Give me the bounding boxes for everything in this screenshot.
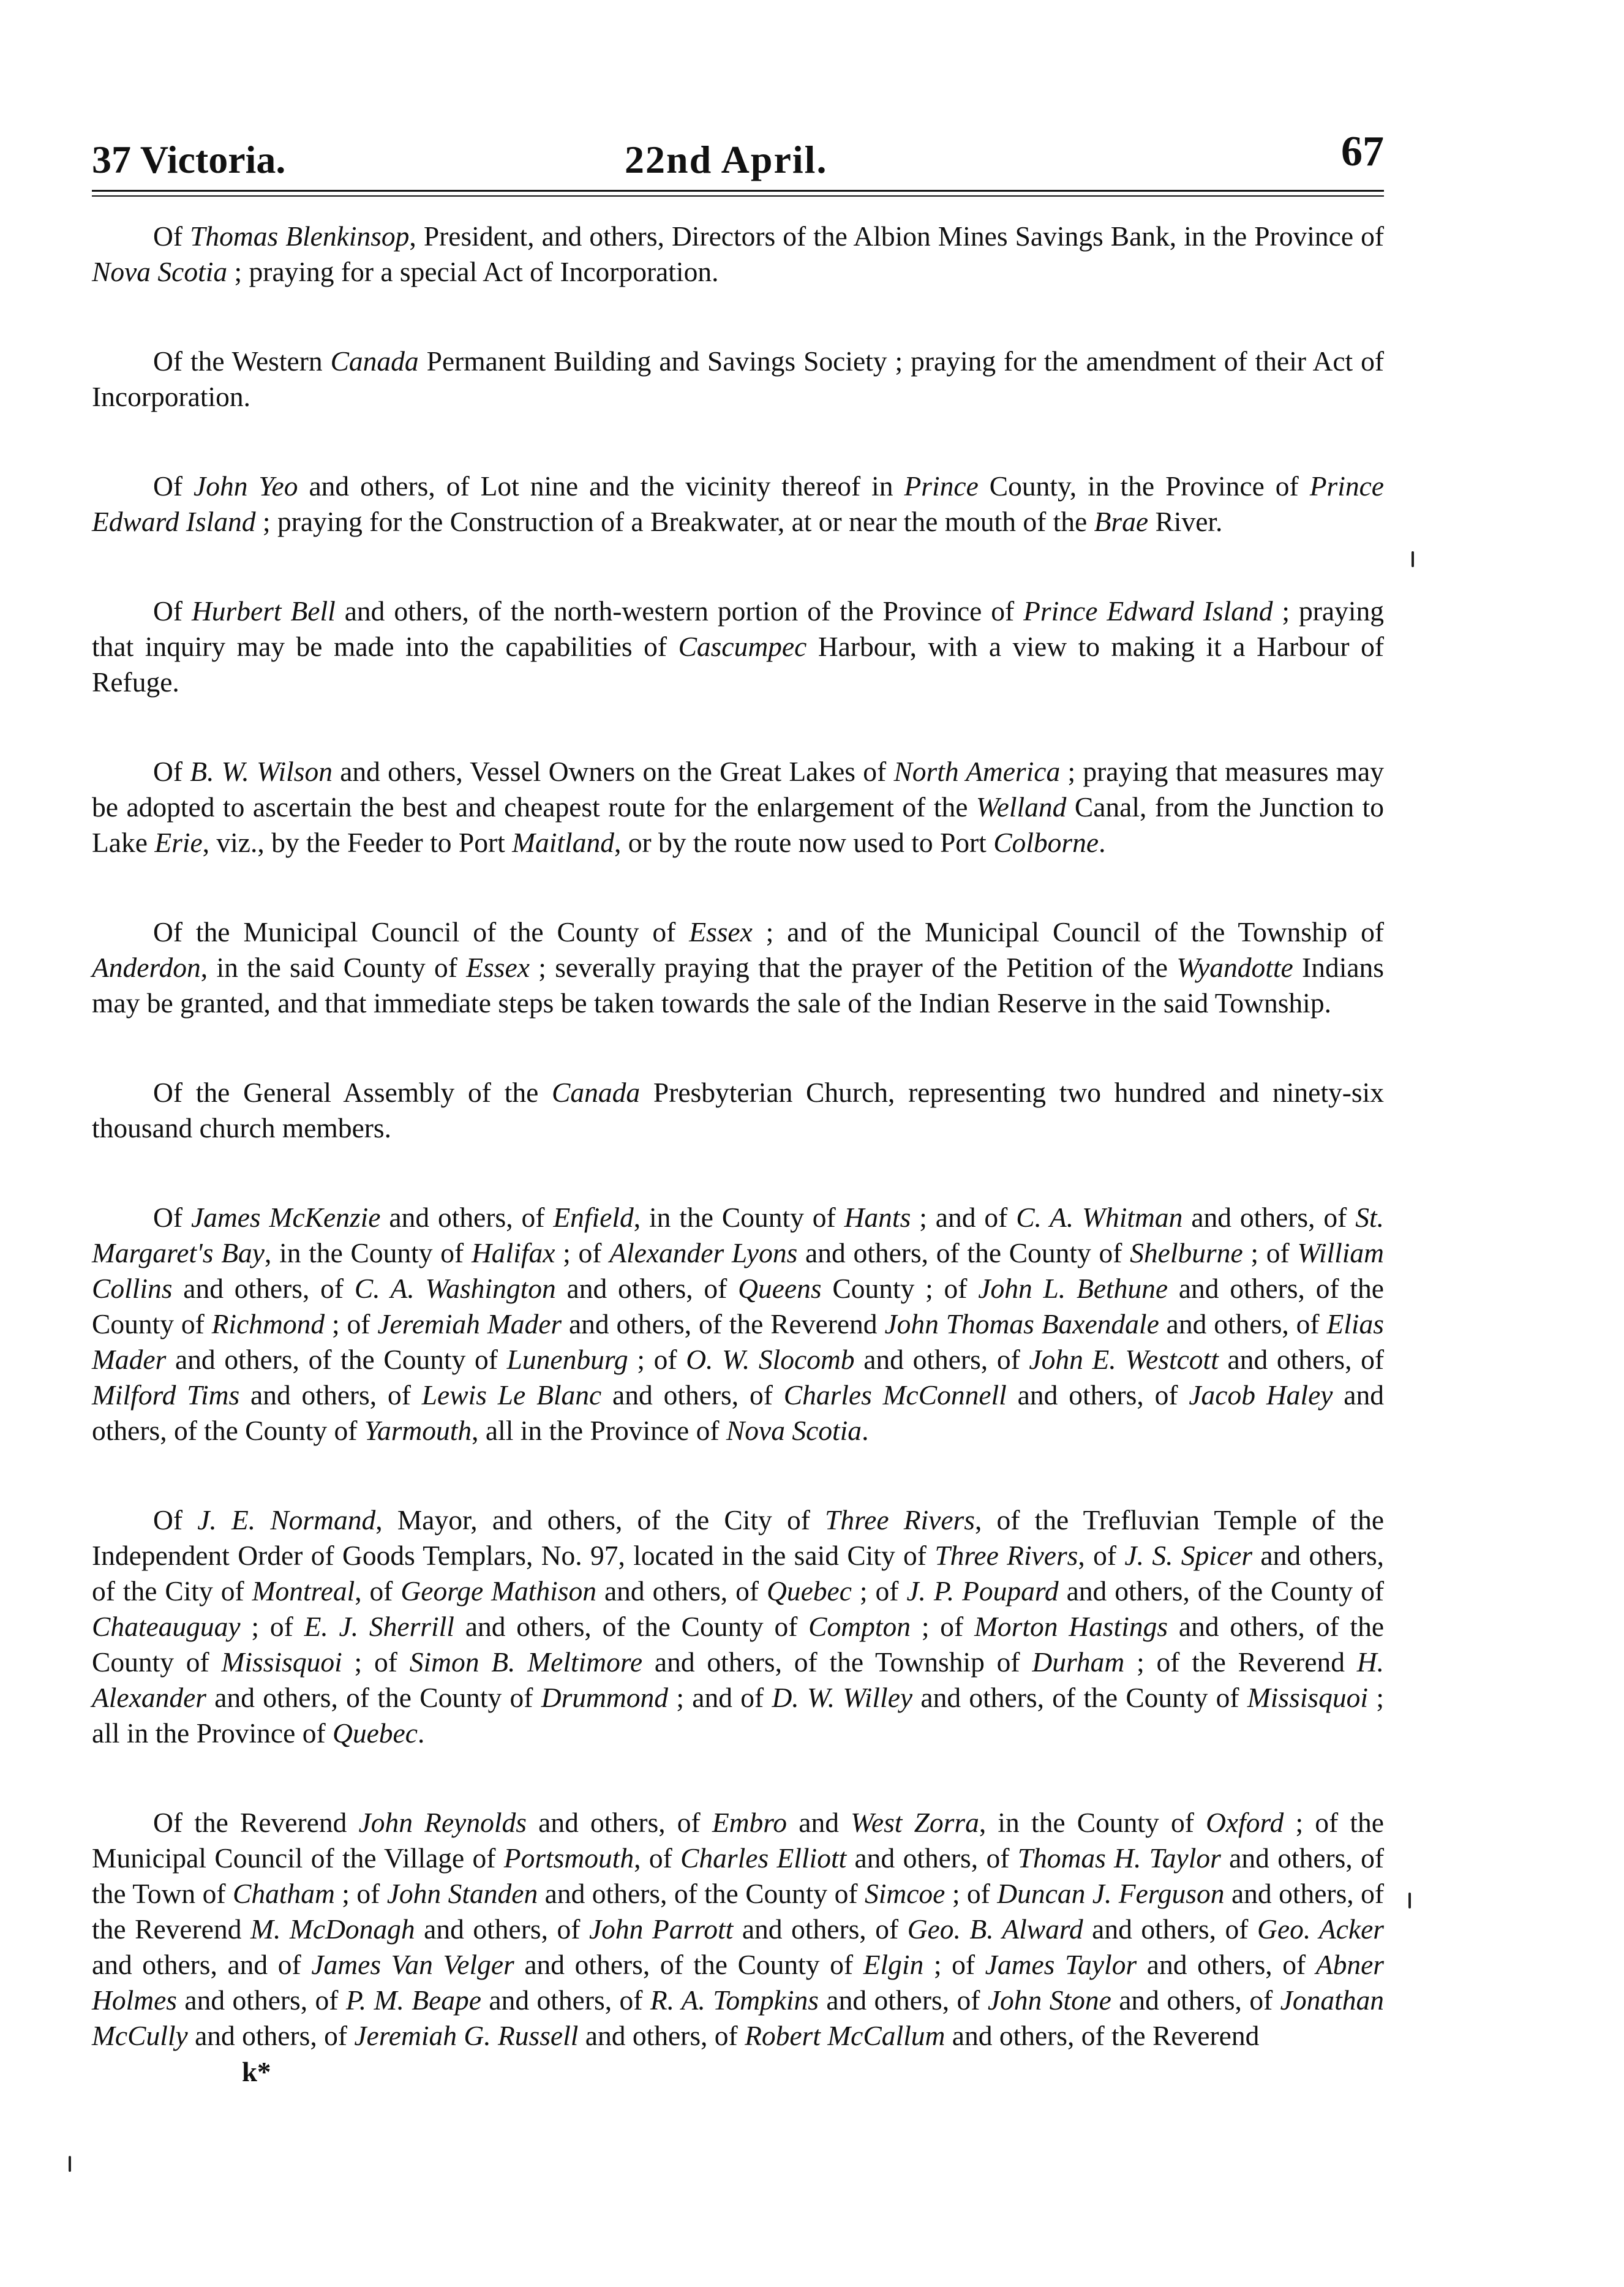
petition-text: Of	[153, 1202, 191, 1233]
italic-name: Essex	[689, 916, 753, 948]
italic-name: Wyandotte	[1176, 952, 1293, 983]
petition-text: Of	[153, 1504, 198, 1535]
petition-paragraph	[92, 344, 1384, 415]
italic-name: Simcoe	[864, 1878, 945, 1909]
italic-name: John Parrott	[588, 1913, 734, 1945]
italic-name: Charles McConnell	[783, 1379, 1007, 1411]
date-label: 22nd April.	[625, 138, 828, 181]
petition-text: and others, of the County of	[1058, 1575, 1384, 1607]
italic-name: Three Rivers	[825, 1504, 975, 1535]
petition-text: .	[1099, 827, 1106, 858]
petition-paragraph	[92, 754, 1384, 861]
petition-text: and others, of the County of	[797, 1237, 1130, 1268]
petition-text: Permanent Building and Savings Society ; praying for the amendment of their Act of Incorporation.	[92, 345, 1385, 412]
petition-text: County, in the Province of	[978, 470, 1310, 502]
petition-text: ; of	[240, 1611, 304, 1642]
petition-text: and others, Vessel Owners on the Great Lakes of	[332, 756, 894, 787]
italic-name: John Standen	[386, 1878, 538, 1909]
italic-name: Quebec	[332, 1717, 418, 1749]
petition-text: Presbyterian Church, representing two hundred and ninety-six thousand church members.	[92, 1077, 1385, 1144]
petition-text: ; and of	[668, 1682, 772, 1713]
petition-text: and others, of	[1006, 1379, 1189, 1411]
petition-text: ; of	[1242, 1237, 1298, 1268]
petition-text: ; all in the Province of	[92, 1682, 1384, 1749]
petition-text: and others, of	[239, 1379, 422, 1411]
petition-text: and others, of	[1111, 1984, 1280, 2016]
petition-text: and others, of the Reverend	[92, 1878, 1385, 1945]
petition-text: Of the General Assembly of the	[153, 1077, 552, 1108]
petition-text: ; of	[911, 1611, 974, 1642]
petition-text: , or by the route now used to Port	[614, 827, 994, 858]
italic-name: John L. Bethune	[978, 1273, 1168, 1304]
italic-name: Elias Mader	[92, 1308, 1384, 1375]
italic-name: Lewis Le Blanc	[421, 1379, 602, 1411]
petition-text: and others, of the County of	[912, 1682, 1247, 1713]
petition-text: and others, of the Reverend	[945, 2020, 1260, 2051]
italic-name: Robert McCallum	[745, 2020, 945, 2051]
petition-text: and others, of the County of	[514, 1949, 863, 1980]
petition-text: and others, of	[172, 1273, 355, 1304]
petition-text: ; and of	[911, 1202, 1017, 1233]
petition-text: .	[417, 1717, 425, 1749]
italic-name: Chateauguay	[92, 1611, 241, 1642]
petition-text: and others, of the County of	[92, 1379, 1384, 1446]
italic-name: Compton	[808, 1611, 911, 1642]
petition-text: and others, of	[1218, 1344, 1385, 1375]
petition-text: and others, of	[555, 1273, 739, 1304]
petition-text: and others, of	[578, 2020, 745, 2051]
margin-mark	[69, 2156, 71, 2172]
italic-name: C. A. Washington	[354, 1273, 556, 1304]
italic-name: Embro	[712, 1807, 788, 1838]
petition-text: ; of	[628, 1344, 686, 1375]
italic-name: Three Rivers	[934, 1540, 1078, 1571]
petition-text: Of the Municipal Council of the County of	[153, 916, 690, 948]
italic-name: James Taylor	[985, 1949, 1137, 1980]
petition-text: Of the Western	[153, 345, 331, 377]
italic-name: Geo. B. Alward	[907, 1913, 1083, 1945]
italic-name: J. E. Normand	[197, 1504, 376, 1535]
italic-name: Charles Elliott	[680, 1842, 847, 1874]
petition-paragraph	[92, 1200, 1384, 1449]
petition-text: ; praying for the Construction of a Breakwater, at or near the mouth of the	[255, 506, 1094, 537]
italic-name: R. A. Tompkins	[650, 1984, 819, 2016]
italic-name: John Reynolds	[358, 1807, 527, 1838]
italic-name: Canada	[330, 345, 419, 377]
italic-name: James McKenzie	[190, 1202, 381, 1233]
petition-paragraph	[92, 469, 1384, 540]
petition-text: and others, of	[1159, 1308, 1327, 1339]
petition-text: ; of	[334, 1878, 387, 1909]
petition-text: ; severally praying that the prayer of the Petition of the	[529, 952, 1177, 983]
italic-name: O. W. Slocomb	[686, 1344, 855, 1375]
petition-text: and others, of	[415, 1913, 589, 1945]
petition-text: , all in the Province of	[472, 1415, 726, 1446]
petition-text: ; of	[923, 1949, 985, 1980]
petition-text: and others, of	[1083, 1913, 1258, 1945]
italic-name: Quebec	[766, 1575, 852, 1607]
petition-paragraph	[92, 593, 1384, 700]
petition-text: and others, of the Town of	[92, 1842, 1384, 1909]
petition-text: ; of	[945, 1878, 998, 1909]
italic-name: Hants	[844, 1202, 911, 1233]
petition-text: and others, of	[601, 1379, 784, 1411]
italic-name: Simon B. Meltimore	[409, 1646, 643, 1678]
italic-name: Cascumpec	[678, 631, 807, 662]
italic-name: D. W. Willey	[772, 1682, 913, 1713]
petition-text: River.	[1148, 506, 1223, 537]
italic-name: Shelburne	[1130, 1237, 1243, 1268]
petition-text: and others, of the County of	[206, 1682, 541, 1713]
petition-text: Of	[153, 595, 192, 627]
petition-text: ; of the Reverend	[1124, 1646, 1357, 1678]
petition-text: and others, and of	[92, 1949, 312, 1980]
petition-paragraph	[92, 1502, 1384, 1751]
petition-text: and others, of the north-western portion of the Province of	[335, 595, 1024, 627]
petition-text: , of	[1078, 1540, 1125, 1571]
petition-text: and others, of the County of	[92, 1273, 1384, 1339]
italic-name: John Thomas Baxendale	[884, 1308, 1159, 1339]
italic-name: Colborne	[993, 827, 1099, 858]
italic-name: Jeremiah Mader	[377, 1308, 562, 1339]
italic-name: E. J. Sherrill	[304, 1611, 454, 1642]
petition-text: and others, of	[481, 1984, 650, 2016]
petition-text: ; praying that inquiry may be made into the capabilities of	[92, 595, 1384, 662]
petition-text: and others, of	[818, 1984, 988, 2016]
signature-mark: k*	[242, 2057, 271, 2087]
italic-name: Abner Holmes	[92, 1949, 1384, 2016]
petition-text: County ; of	[821, 1273, 979, 1304]
italic-name: Jeremiah G. Russell	[354, 2020, 579, 2051]
petition-text: and others, of the County of	[454, 1611, 809, 1642]
italic-name: Erie	[154, 827, 203, 858]
petition-text: , in the said County of	[200, 952, 467, 983]
petition-text: ; and of the Municipal Council of the Township of	[752, 916, 1384, 948]
petition-text: , President, and others, Directors of the Albion Mines Savings Bank, in the Province of	[409, 220, 1384, 252]
petition-text: and others, of the County of	[166, 1344, 507, 1375]
petition-text: and others, of	[596, 1575, 767, 1607]
petition-text: and others, of the County of	[538, 1878, 865, 1909]
petition-text: and others, of the Reverend	[562, 1308, 885, 1339]
italic-name: C. A. Whitman	[1016, 1202, 1183, 1233]
italic-name: Oxford	[1206, 1807, 1284, 1838]
italic-name: Welland	[976, 791, 1067, 823]
petition-list	[92, 219, 1384, 2054]
running-header	[92, 116, 1384, 190]
petition-text: ; of	[342, 1646, 410, 1678]
petition-text: and	[787, 1807, 851, 1838]
petition-paragraph	[92, 1805, 1384, 2054]
italic-name: Portsmouth	[503, 1842, 634, 1874]
italic-name: P. M. Beape	[345, 1984, 481, 2016]
italic-name: Prince Edward Island	[92, 470, 1384, 537]
session-label: 37 Victoria.	[92, 138, 286, 181]
italic-name: Milford Tims	[92, 1379, 240, 1411]
italic-name: Alexander Lyons	[609, 1237, 798, 1268]
margin-mark	[1412, 551, 1414, 567]
petition-text: and others, of Lot nine and the vicinity thereof in	[298, 470, 904, 502]
petition-text: ; of	[851, 1575, 907, 1607]
margin-mark	[1408, 1893, 1411, 1908]
petition-paragraph	[92, 914, 1384, 1021]
italic-name: West Zorra	[851, 1807, 979, 1838]
petition-text: , viz., by the Feeder to Port	[202, 827, 513, 858]
petition-text: Of	[153, 756, 190, 787]
italic-name: Enfield	[553, 1202, 634, 1233]
petition-text: and others, of	[1182, 1202, 1356, 1233]
petition-text: Canal, from the Junction to Lake	[92, 791, 1384, 858]
italic-name: Prince	[904, 470, 979, 502]
italic-name: Drummond	[541, 1682, 669, 1713]
italic-name: John Yeo	[194, 470, 298, 502]
petition-text: , in the County of	[633, 1202, 844, 1233]
page-number: 67	[1341, 128, 1384, 175]
petition-text: , of	[634, 1842, 681, 1874]
italic-name: Jacob Haley	[1189, 1379, 1333, 1411]
petition-text: and others, of the Township of	[642, 1646, 1032, 1678]
petition-text: and others, of	[846, 1842, 1018, 1874]
italic-name: Duncan J. Ferguson	[997, 1878, 1225, 1909]
italic-name: Missisquoi	[221, 1646, 342, 1678]
petition-paragraph	[92, 1075, 1384, 1146]
petition-text: Of	[153, 470, 194, 502]
italic-name: John E. Westcott	[1029, 1344, 1219, 1375]
italic-name: Montreal	[252, 1575, 355, 1607]
petition-text: ; of	[325, 1308, 378, 1339]
italic-name: Jonathan McCully	[92, 1984, 1384, 2051]
italic-name: Missisquoi	[1247, 1682, 1369, 1713]
petition-text: and others, of	[177, 1984, 346, 2016]
header-rule-thin	[92, 195, 1384, 197]
petition-text: .	[862, 1415, 869, 1446]
petition-text: Indians may be granted, and that immediate steps be taken towards the sale of the Indian Reserve in the said Township.	[92, 952, 1384, 1019]
italic-name: H. Alexander	[92, 1646, 1385, 1713]
petition-text: Of	[153, 220, 190, 252]
italic-name: Canada	[552, 1077, 641, 1108]
italic-name: Anderdon	[92, 952, 201, 983]
petition-text: and others, of the County of	[92, 1611, 1385, 1678]
italic-name: Maitland	[512, 827, 614, 858]
petition-text: ; praying for a special Act of Incorporation.	[227, 256, 719, 287]
italic-name: Nova Scotia	[726, 1415, 862, 1446]
italic-name: Nova Scotia	[92, 256, 228, 287]
petition-text: ; of the Municipal Council of the Village of	[92, 1807, 1384, 1874]
italic-name: Morton Hastings	[974, 1611, 1168, 1642]
italic-name: Essex	[466, 952, 530, 983]
petition-text: and others, of	[733, 1913, 908, 1945]
italic-name: Yarmouth	[364, 1415, 472, 1446]
petition-text: , of	[355, 1575, 401, 1607]
petition-text: and others, of	[380, 1202, 554, 1233]
italic-name: Halifax	[471, 1237, 555, 1268]
italic-name: St. Margaret's Bay	[92, 1202, 1385, 1268]
petition-text: , in the County of	[264, 1237, 472, 1268]
italic-name: J. S. Spicer	[1124, 1540, 1253, 1571]
petition-text: ; praying that measures may be adopted to ascertain the best and cheapest route for the enlargement of the	[92, 756, 1384, 823]
petition-text: and others, of	[187, 2020, 355, 2051]
petition-text: Harbour, with a view to making it a Harbour of Refuge.	[92, 631, 1384, 698]
italic-name: Thomas Blenkinsop	[190, 220, 410, 252]
italic-name: Elgin	[863, 1949, 924, 1980]
italic-name: North America	[893, 756, 1061, 787]
petition-text: and others, of	[1137, 1949, 1316, 1980]
italic-name: John Stone	[987, 1984, 1111, 2016]
journal-page	[92, 116, 1384, 2088]
italic-name: Hurbert Bell	[191, 595, 336, 627]
petition-paragraph	[92, 219, 1384, 290]
italic-name: J. P. Poupard	[906, 1575, 1059, 1607]
italic-name: Lunenburg	[506, 1344, 628, 1375]
petition-text: , Mayor, and others, of the City of	[375, 1504, 825, 1535]
header-rule	[92, 190, 1384, 192]
petition-text: Of the Reverend	[153, 1807, 359, 1838]
italic-name: Geo. Acker	[1257, 1913, 1385, 1945]
italic-name: Queens	[738, 1273, 822, 1304]
petition-text: and others, of	[854, 1344, 1029, 1375]
italic-name: James Van Velger	[311, 1949, 514, 1980]
petition-text: , in the County of	[979, 1807, 1206, 1838]
italic-name: M. McDonagh	[250, 1913, 415, 1945]
petition-text: , of the Trefluvian Temple of the Independent Order of Goods Templars, No. 97, located in the said City of	[92, 1504, 1385, 1571]
italic-name: Durham	[1032, 1646, 1125, 1678]
italic-name: Prince Edward Island	[1023, 595, 1273, 627]
italic-name: Thomas H. Taylor	[1017, 1842, 1221, 1874]
italic-name: Chatham	[232, 1878, 335, 1909]
italic-name: Brae	[1094, 506, 1149, 537]
italic-name: Richmond	[211, 1308, 325, 1339]
italic-name: William Collins	[92, 1237, 1385, 1304]
italic-name: B. W. Wilson	[190, 756, 333, 787]
petition-text: and others, of the City of	[92, 1540, 1385, 1607]
petition-text: and others, of	[526, 1807, 712, 1838]
petition-text: ; of	[555, 1237, 610, 1268]
italic-name: George Mathison	[400, 1575, 596, 1607]
